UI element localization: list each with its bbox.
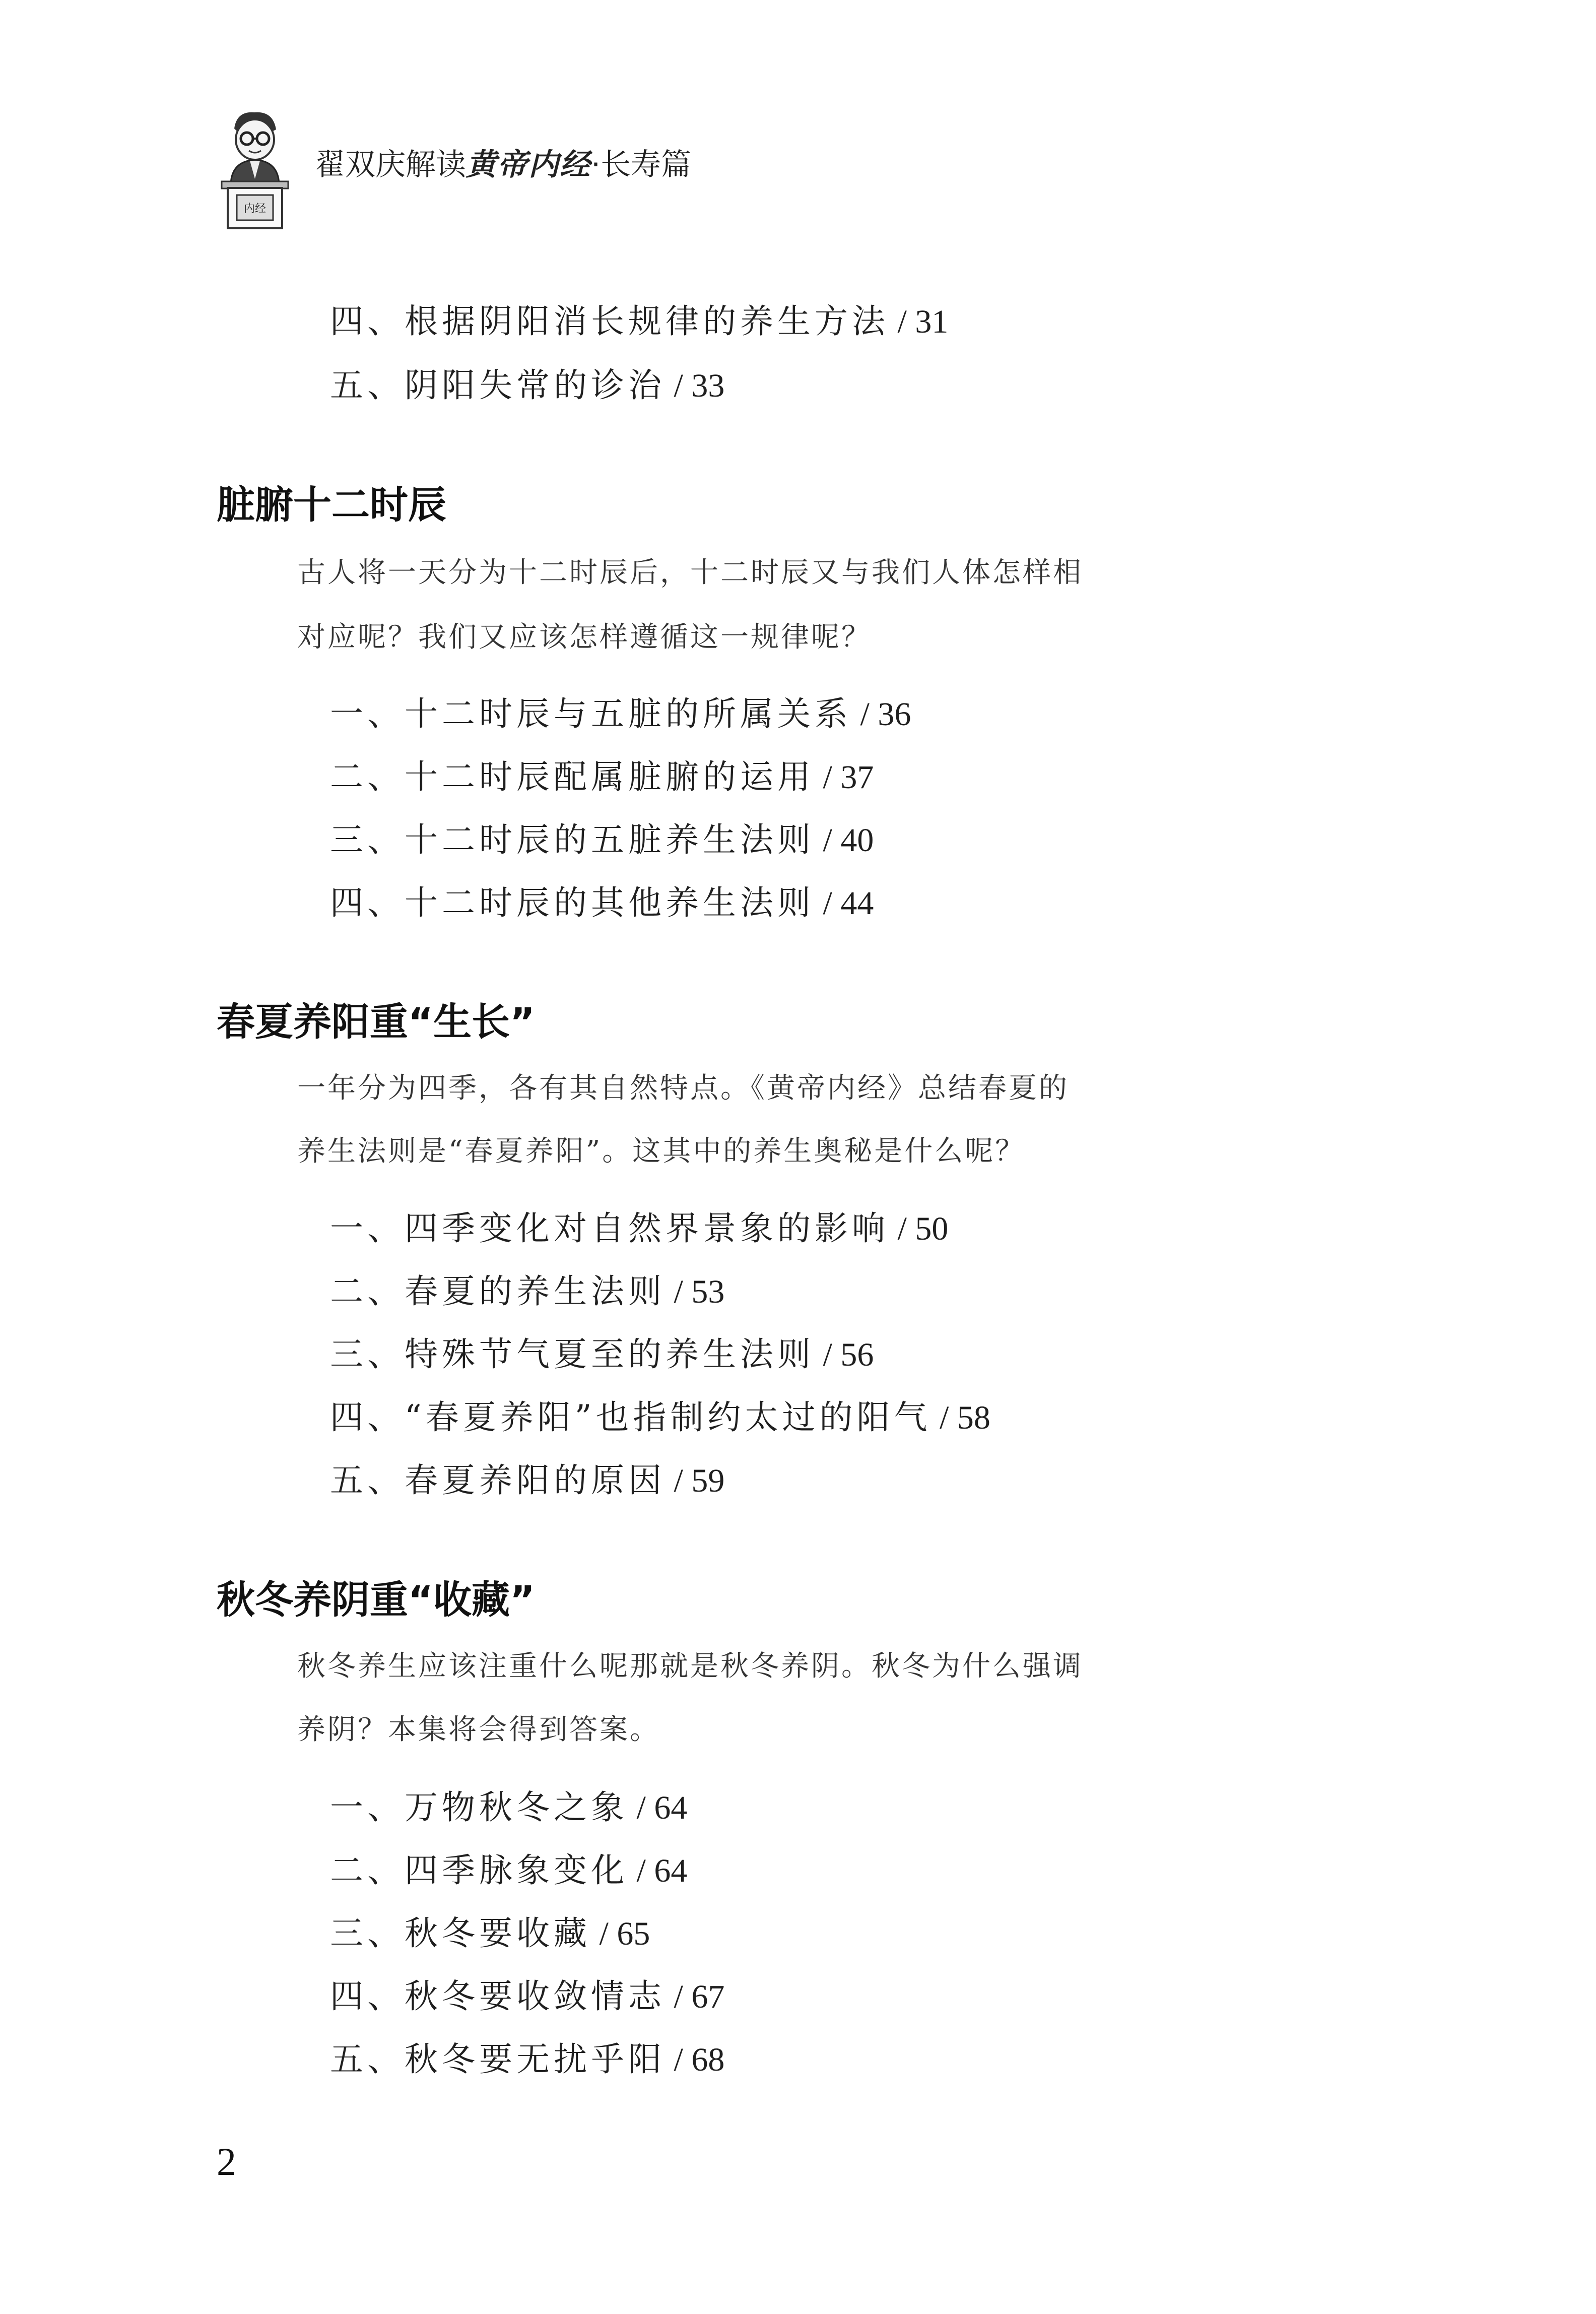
- toc-item-text: 四、十二时辰的其他养生法则: [330, 883, 815, 922]
- toc-item-text: 五、秋冬要无扰乎阳: [330, 2040, 666, 2079]
- toc-item-text: 一、四季变化对自然界景象的影响: [330, 1209, 889, 1248]
- toc-item[interactable]: [330, 299, 948, 345]
- book-title-prefix: 翟双庆解读: [315, 147, 466, 182]
- toc-item[interactable]: [330, 1206, 948, 1252]
- page-number: 2: [217, 2140, 236, 2183]
- toc-item-page: / 56: [815, 1336, 874, 1373]
- toc-item-page: / 59: [666, 1462, 725, 1499]
- toc-item[interactable]: [330, 1848, 687, 1894]
- toc-item-page: / 65: [591, 1915, 650, 1952]
- section-desc-line: 养生法则是“春夏养阳”。这其中的养生奥秘是什么呢？: [297, 1135, 1026, 1168]
- toc-item-page: / 64: [628, 1789, 688, 1826]
- toc-item[interactable]: [330, 363, 724, 409]
- toc-item-text: 二、十二时辰配属脏腑的运用: [330, 757, 815, 796]
- toc-item-page: / 44: [815, 885, 874, 922]
- toc-item-text: 四、秋冬要收敛情志: [330, 1977, 666, 2016]
- toc-item[interactable]: [330, 1395, 990, 1441]
- toc-item-page: / 68: [666, 2041, 725, 2078]
- toc-item-text: 三、十二时辰的五脏养生法则: [330, 820, 815, 859]
- book-title-script: 黄帝内经: [466, 147, 591, 182]
- toc-item-text: 三、秋冬要收藏: [330, 1914, 591, 1953]
- running-header: [217, 108, 922, 234]
- toc-item-page: / 64: [628, 1852, 688, 1889]
- section-desc-line: 古人将一天分为十二时辰后，十二时辰又与我们人体怎样相: [297, 556, 1083, 589]
- toc-item-text: 一、万物秋冬之象: [330, 1788, 628, 1827]
- toc-item-page: / 58: [931, 1399, 990, 1436]
- toc-item-page: / 36: [852, 696, 911, 733]
- toc-item-page: / 33: [666, 367, 725, 404]
- toc-item[interactable]: [330, 1785, 687, 1831]
- toc-item-text: 四、“春夏养阳”也指制约太过的阳气: [330, 1398, 932, 1437]
- toc-item[interactable]: [330, 691, 911, 737]
- section-desc-line: 对应呢？我们又应该怎样遵循这一规律呢？: [297, 621, 872, 654]
- section-title[interactable]: 脏腑十二时辰: [217, 482, 446, 527]
- toc-item-text: 二、四季脉象变化: [330, 1851, 628, 1890]
- section-desc-line: 秋冬养生应该注重什么呢那就是秋冬养阴。秋冬为什么强调: [297, 1650, 1083, 1683]
- toc-item[interactable]: [330, 1458, 724, 1504]
- toc-item-text: 五、春夏养阳的原因: [330, 1461, 666, 1500]
- toc-item-text: 二、春夏的养生法则: [330, 1272, 666, 1311]
- toc-item[interactable]: [330, 1269, 724, 1315]
- toc-item[interactable]: [330, 2037, 724, 2083]
- book-title: [315, 145, 691, 185]
- toc-item-page: / 50: [889, 1210, 949, 1247]
- section-desc-line: 一年分为四季，各有其自然特点。《黄帝内经》总结春夏的: [297, 1072, 1069, 1105]
- toc-item-text: 三、特殊节气夏至的养生法则: [330, 1335, 815, 1374]
- section-title[interactable]: 秋冬养阴重“收藏”: [217, 1577, 535, 1622]
- mascot-plaque-text: 内经: [243, 203, 267, 215]
- toc-item-page: / 40: [815, 822, 874, 859]
- toc-item[interactable]: [330, 1332, 874, 1378]
- book-title-suffix: ·长寿篇: [591, 147, 692, 182]
- toc-item-text: 五、阴阳失常的诊治: [330, 366, 666, 405]
- section-desc-line: 养阴？本集将会得到答案。: [297, 1713, 660, 1746]
- toc-item[interactable]: [330, 1911, 650, 1957]
- toc-item-page: / 31: [889, 303, 949, 340]
- toc-item[interactable]: [330, 817, 874, 863]
- toc-item-page: / 37: [815, 759, 874, 796]
- toc-item-page: / 53: [666, 1273, 725, 1310]
- toc-item-text: 四、根据阴阳消长规律的养生方法: [330, 302, 889, 341]
- mascot-lecturer-icon: [217, 108, 292, 229]
- toc-item-text: 一、十二时辰与五脏的所属关系: [330, 694, 852, 733]
- toc-item-page: / 67: [666, 1978, 725, 2015]
- toc-item[interactable]: [330, 754, 874, 800]
- toc-item[interactable]: [330, 880, 874, 926]
- toc-item[interactable]: [330, 1974, 724, 2020]
- section-title[interactable]: 春夏养阳重“生长”: [217, 999, 535, 1044]
